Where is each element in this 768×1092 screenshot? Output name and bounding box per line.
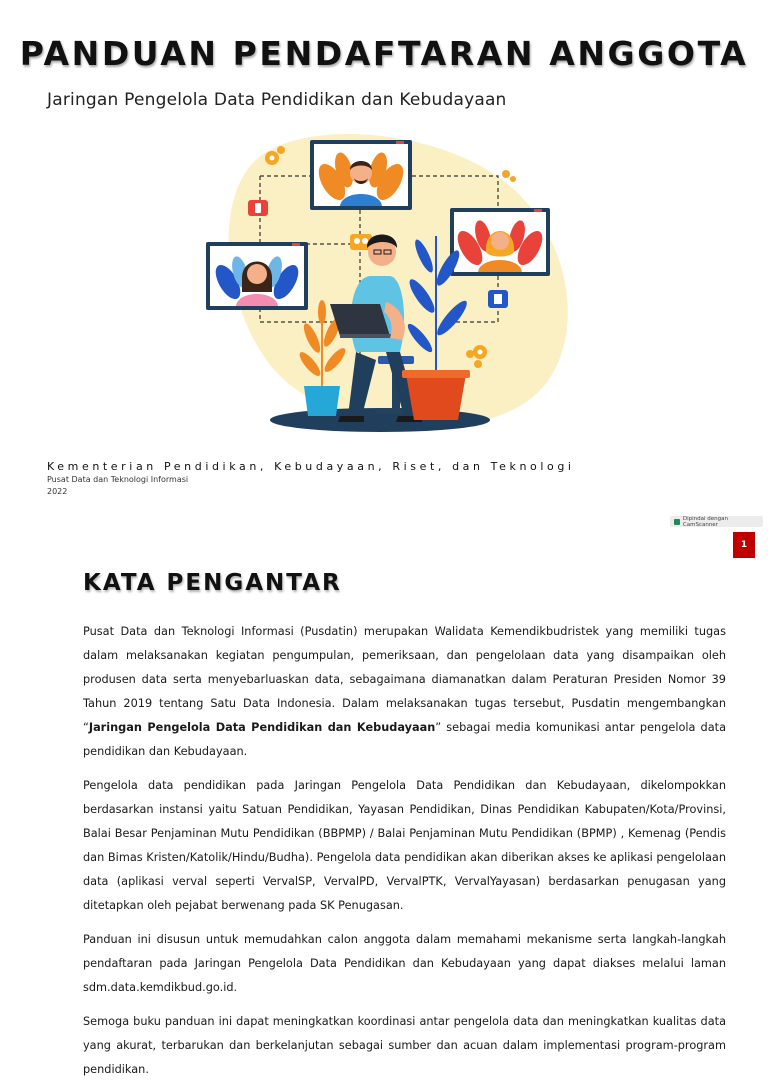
page-number: 1 (733, 532, 755, 558)
paragraph-3: Panduan ini disusun untuk memudahkan calon anggota dalam memahami mekanisme serta langkah-langkah pendaftaran pada Jaringan Pengelola Data Pendidikan dan Kebudayaan yang dapat diakses melalui laman sdm.data.kemdikbud.go.id. (83, 933, 726, 994)
network-illustration (190, 126, 590, 436)
gear-icon (502, 170, 516, 182)
document-icon (488, 290, 508, 308)
scanner-badge-label: Dipindai dengan CamScanner (682, 515, 728, 528)
paragraph-1-text-a: Pusat Data dan Teknologi Informasi (Pusdatin) merupakan Walidata Kemendikbudristek yang memiliki tugas dalam melaksanakan kegiatan pengumpulan, pemeriksaan, dan pengelolaan data yang disampaikan oleh produsen data serta menyebarluaskan data, sebagaimana diamanatkan dalam Peraturan Presiden Nomor 39 Tahun 2019 tentang Satu Data Indonesia. Dalam melaksanakan tugas tersebut, Pusdatin mengembangkan “ (83, 625, 726, 734)
section-heading: KATA PENGANTAR (83, 570, 342, 596)
foreword-page (0, 528, 768, 1076)
monitor-top (310, 140, 412, 210)
monitor-right (450, 208, 550, 276)
ministry-name: Kementerian Pendidikan, Kebudayaan, Riset, dan Teknologi (47, 460, 575, 473)
cover-subtitle: Jaringan Pengelola Data Pendidikan dan Kebudayaan (47, 90, 507, 110)
camscanner-icon (674, 519, 680, 525)
paragraph-4: Semoga buku panduan ini dapat meningkatkan koordinasi antar pengelola data dan meningkatkan kualitas data yang akurat, terbarukan dan berkelanjutan sebagai sumber dan acuan dalam implementasi program-program pendidikan. (83, 1015, 726, 1076)
publication-year: 2022 (47, 487, 68, 496)
cover-page (0, 0, 768, 528)
cover-title: PANDUAN PENDAFTARAN ANGGOTA (19, 34, 749, 73)
monitor-left (206, 242, 308, 310)
paragraph-1-text-b: ” sebagai media komunikasi antar pengelola data pendidikan dan Kebudayaan. (83, 721, 726, 758)
phone-icon (248, 200, 268, 216)
scanner-badge (670, 516, 763, 527)
foreword-body (83, 620, 726, 1092)
paragraph-2: Pengelola data pendidikan pada Jaringan Pengelola Data Pendidikan dan Kebudayaan, dikelompokkan berdasarkan instansi yaitu Satuan Pendidikan, Yayasan Pendidikan, Dinas Pendidikan Kabupaten/Kota/Provinsi, Balai Besar Penjaminan Mutu Pendidikan (BBPMP) / Balai Penjaminan Mutu Pendidikan (BPMP) , Kemenag (Pendis dan Bimas Kristen/Katolik/Hindu/Budha). Pengelola data pendidikan akan diberikan akses ke aplikasi pengelolaan data (aplikasi verval seperti VervalSP, VervalPD, VervalPTK, VervalYayasan) berdasarkan penugasan yang ditetapkan oleh pejabat berwenang pada SK Penugasan. (83, 779, 726, 912)
paragraph-1-bold: Jaringan Pengelola Data Pendidikan dan Kebudayaan (88, 721, 436, 734)
unit-name: Pusat Data dan Teknologi Informasi (47, 475, 189, 484)
paragraph-1 (83, 620, 726, 764)
